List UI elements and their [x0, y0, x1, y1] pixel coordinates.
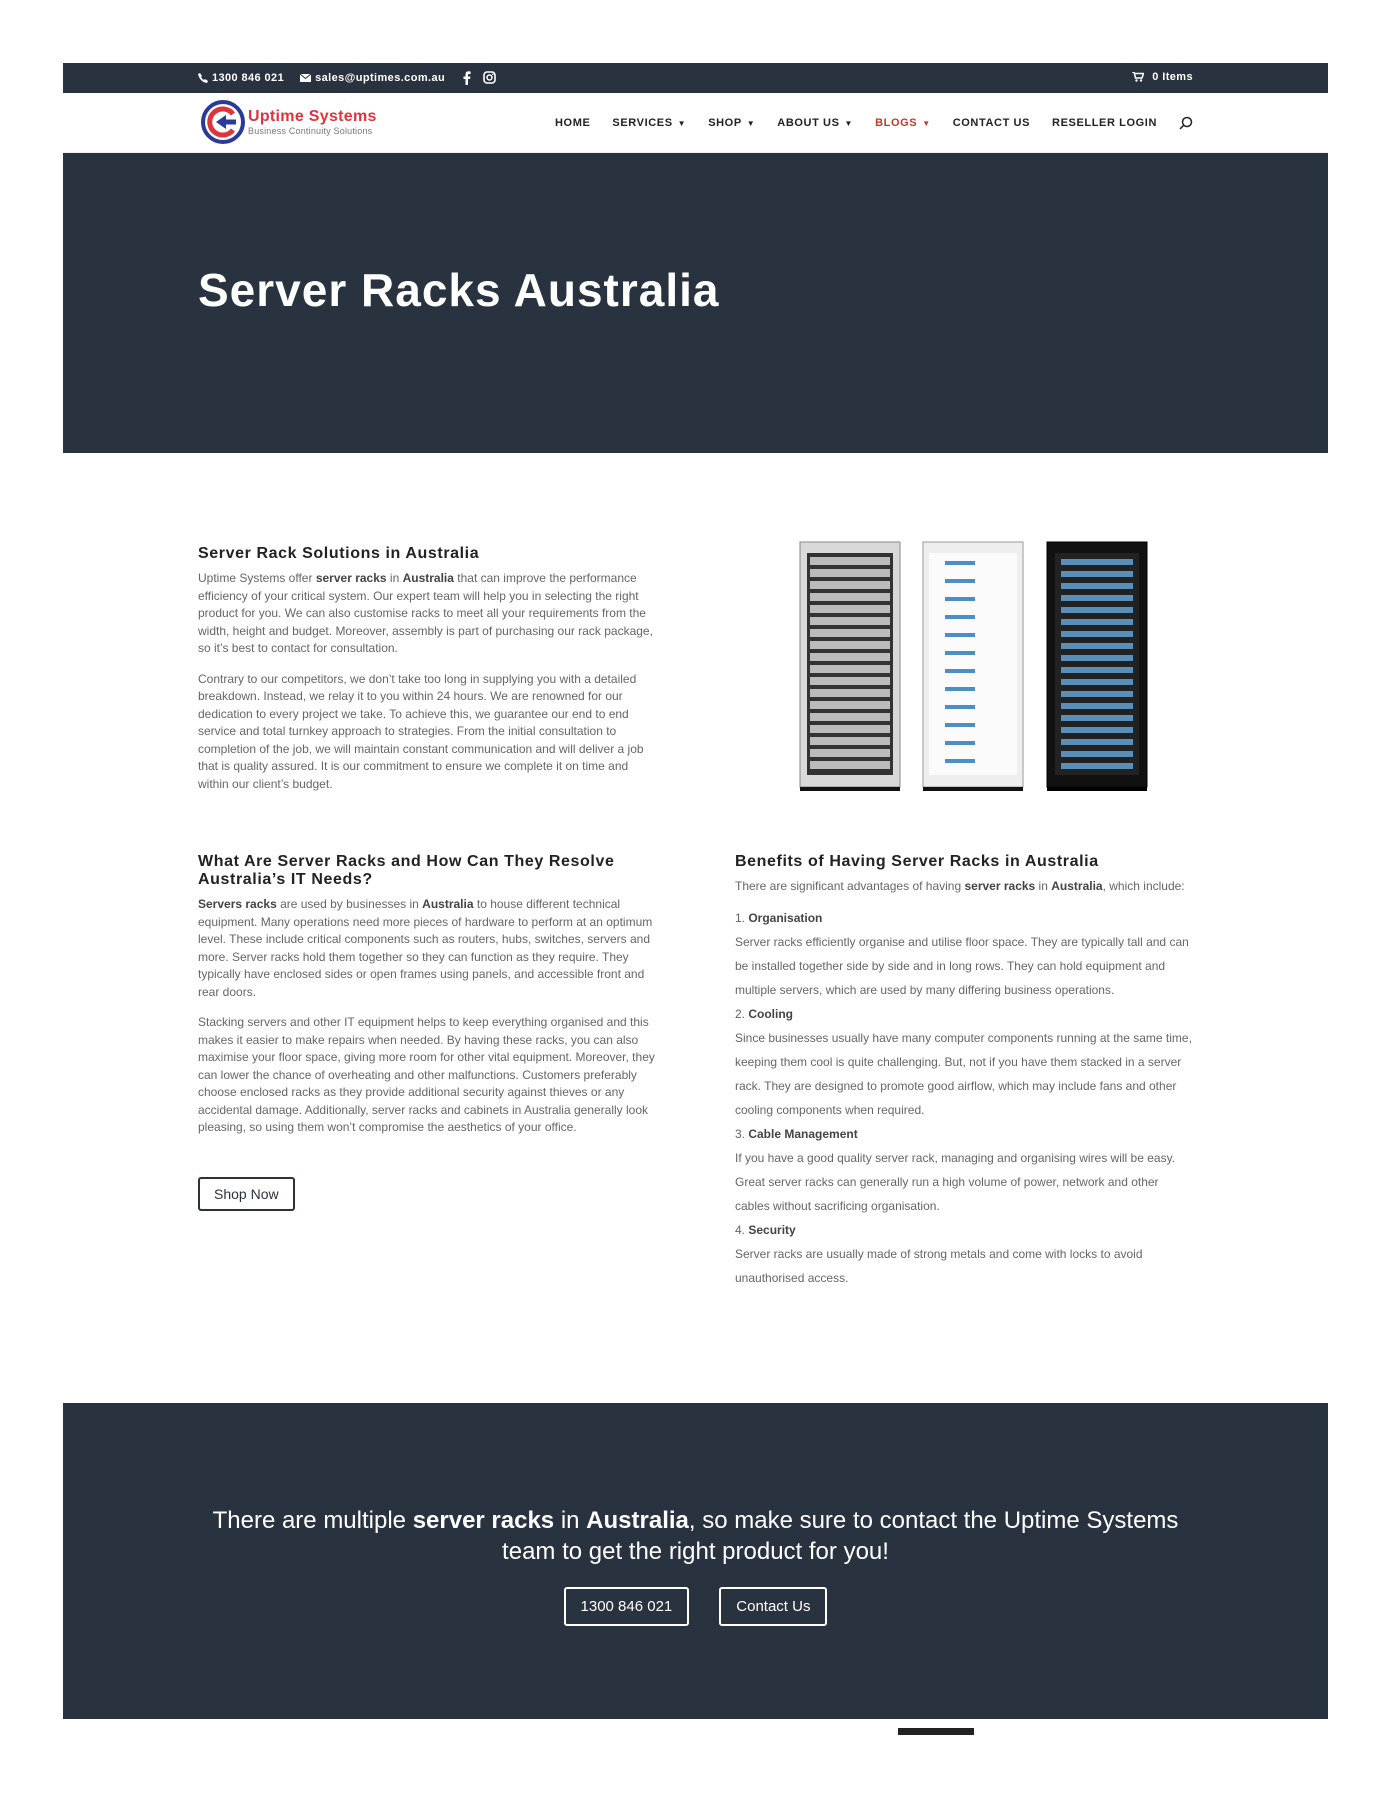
section-paragraph: There are significant advantages of having server racks in Australia, which include:	[735, 879, 1185, 893]
nav-services[interactable]	[612, 117, 686, 129]
benefit-title: 2. Cooling	[735, 1006, 793, 1021]
page-title: Server Racks Australia	[198, 264, 720, 316]
nav-blogs[interactable]	[875, 117, 931, 129]
benefit-text: Since businesses usually have many computer components running at the same time, keeping them cool is quite challenging. But, not if you have them stacked in a server rack. They are designed to promote good airflow, which may include fans and other cooling components when required.	[735, 1030, 1192, 1117]
benefit-text: Server racks are usually made of strong metals and come with locks to avoid unauthorised access.	[735, 1246, 1143, 1285]
cart-link[interactable]	[1132, 71, 1193, 83]
nav-home-label: HOME	[555, 117, 591, 129]
section-paragraph: Stacking servers and other IT equipment helps to keep everything organised and this makes it easier to make repairs when needed. By having these racks, you can also maximise your floor space, giving more room for other vital equipment. Moreover, they can lower the chance of overheating and other malfunctions. Customers preferably choose enclosed racks as they provide additional security against thieves or any accidental damage. Additionally, server racks and cabinets in Australia generally look pleasing, so using them won’t compromise the aesthetics of your office.	[198, 1015, 655, 1134]
nav-reseller-login[interactable]	[1052, 117, 1157, 129]
logo-title: Uptime Systems	[248, 107, 377, 125]
section-rack-solutions	[198, 545, 658, 793]
nav-shop-label: SHOP	[708, 117, 742, 129]
nav-home[interactable]	[555, 117, 590, 129]
benefit-title: 4. Security	[735, 1222, 796, 1237]
benefit-text: Server racks efficiently organise and utilise floor space. They are typically tall and can be installed together side by side and in long rows. They can hold equipment and multiple servers, which are used by many differing business operations.	[735, 934, 1189, 997]
site-logo[interactable]	[200, 99, 377, 145]
benefit-title: 1. Organisation	[735, 910, 823, 925]
section-paragraph: Servers racks are used by businesses in Australia to house different technical equipment. Many operations need more pieces of hardware to perform at an optimum level. These include critical components such as routers, hubs, switches, servers and more. Server racks hold them together so they can function as they require. They typically have enclosed sides or open frames using panels, and accessible front and rear doors.	[198, 897, 653, 999]
cta-text: There are multiple server racks in Australia, so make sure to contact the Uptime Systems team to get the right product for you!	[212, 1507, 1179, 1565]
nav-about[interactable]	[777, 117, 853, 129]
chevron-down-icon: ▼	[922, 118, 931, 128]
benefit-text: If you have a good quality server rack, managing and organising wires will be easy. Great server racks can generally run a high volume of power, network and other cables without sacrificing organisation.	[735, 1150, 1176, 1213]
phone-icon	[198, 73, 208, 83]
email-link[interactable]	[300, 72, 445, 84]
chevron-down-icon: ▼	[844, 118, 854, 128]
hero-banner	[63, 153, 1328, 453]
top-bar	[63, 63, 1328, 93]
nav-blogs-label: BLOGS	[875, 117, 918, 129]
main-nav	[555, 116, 1193, 130]
cta-buttons	[63, 1587, 1328, 1626]
main-content	[63, 453, 1328, 1403]
cta-section	[63, 1403, 1328, 1719]
nav-services-label: SERVICES	[612, 117, 673, 129]
logo-subtitle: Business Continuity Solutions	[248, 125, 373, 136]
page-frame	[63, 63, 1328, 1719]
contact-us-button[interactable]: Contact Us	[719, 1587, 827, 1626]
section-what-are-racks	[198, 853, 658, 1211]
site-header	[63, 93, 1328, 153]
section-heading: Server Rack Solutions in Australia	[198, 545, 480, 562]
nav-shop[interactable]	[708, 117, 755, 129]
instagram-icon[interactable]	[483, 71, 496, 84]
benefits-list	[735, 906, 1193, 1290]
search-icon[interactable]	[1179, 116, 1193, 130]
nav-contact-label: CONTACT US	[952, 117, 1031, 129]
envelope-icon	[300, 74, 311, 82]
section-paragraph: Uptime Systems offer server racks in Australia that can improve the performance efficiency of your critical system. Our expert team will help you in selecting the right product for you. We can also customise racks to meet all your requirements from the width, height and budget. Moreover, assembly is part of purchasing our rack package, so it’s best to contact for consultation.	[198, 571, 653, 655]
facebook-icon[interactable]	[463, 71, 471, 85]
chevron-down-icon: ▼	[677, 118, 687, 128]
logo-mark-icon	[200, 99, 246, 145]
shop-now-button[interactable]: Shop Now	[198, 1177, 295, 1211]
section-heading: Benefits of Having Server Racks in Australia	[735, 853, 1099, 870]
section-paragraph: Contrary to our competitors, we don’t take too long in supplying you with a detailed breakdown. Instead, we relay it to you within 24 hours. We are renowned for our dedication to every project we take. To achieve this, we guarantee our end to end service and total turnkey approach to strategies. From the initial consultation to completion of the job, we will maintain constant communication and will deliver a job that is quality assured. It is our commitment to ensure we complete it on time and within our client’s budget.	[198, 671, 644, 791]
section-heading: What Are Server Racks and How Can They Resolve Australia’s IT Needs?	[198, 853, 615, 888]
nav-about-label: ABOUT US	[777, 117, 840, 129]
cart-count: 0 Items	[1152, 71, 1193, 83]
benefit-title: 3. Cable Management	[735, 1126, 858, 1141]
phone-link[interactable]	[198, 72, 284, 84]
nav-reseller-label: RESELLER LOGIN	[1052, 117, 1157, 129]
phone-number: 1300 846 021	[212, 72, 285, 84]
nav-contact[interactable]	[953, 117, 1030, 129]
section-benefits	[735, 853, 1193, 1290]
chevron-down-icon: ▼	[746, 118, 756, 128]
social-links	[463, 71, 496, 85]
server-racks-image	[795, 537, 1165, 817]
email-address: sales@uptimes.com.au	[315, 72, 446, 84]
scroll-indicator	[898, 1728, 974, 1735]
cart-icon	[1132, 72, 1144, 82]
call-button[interactable]: 1300 846 021	[564, 1587, 690, 1626]
